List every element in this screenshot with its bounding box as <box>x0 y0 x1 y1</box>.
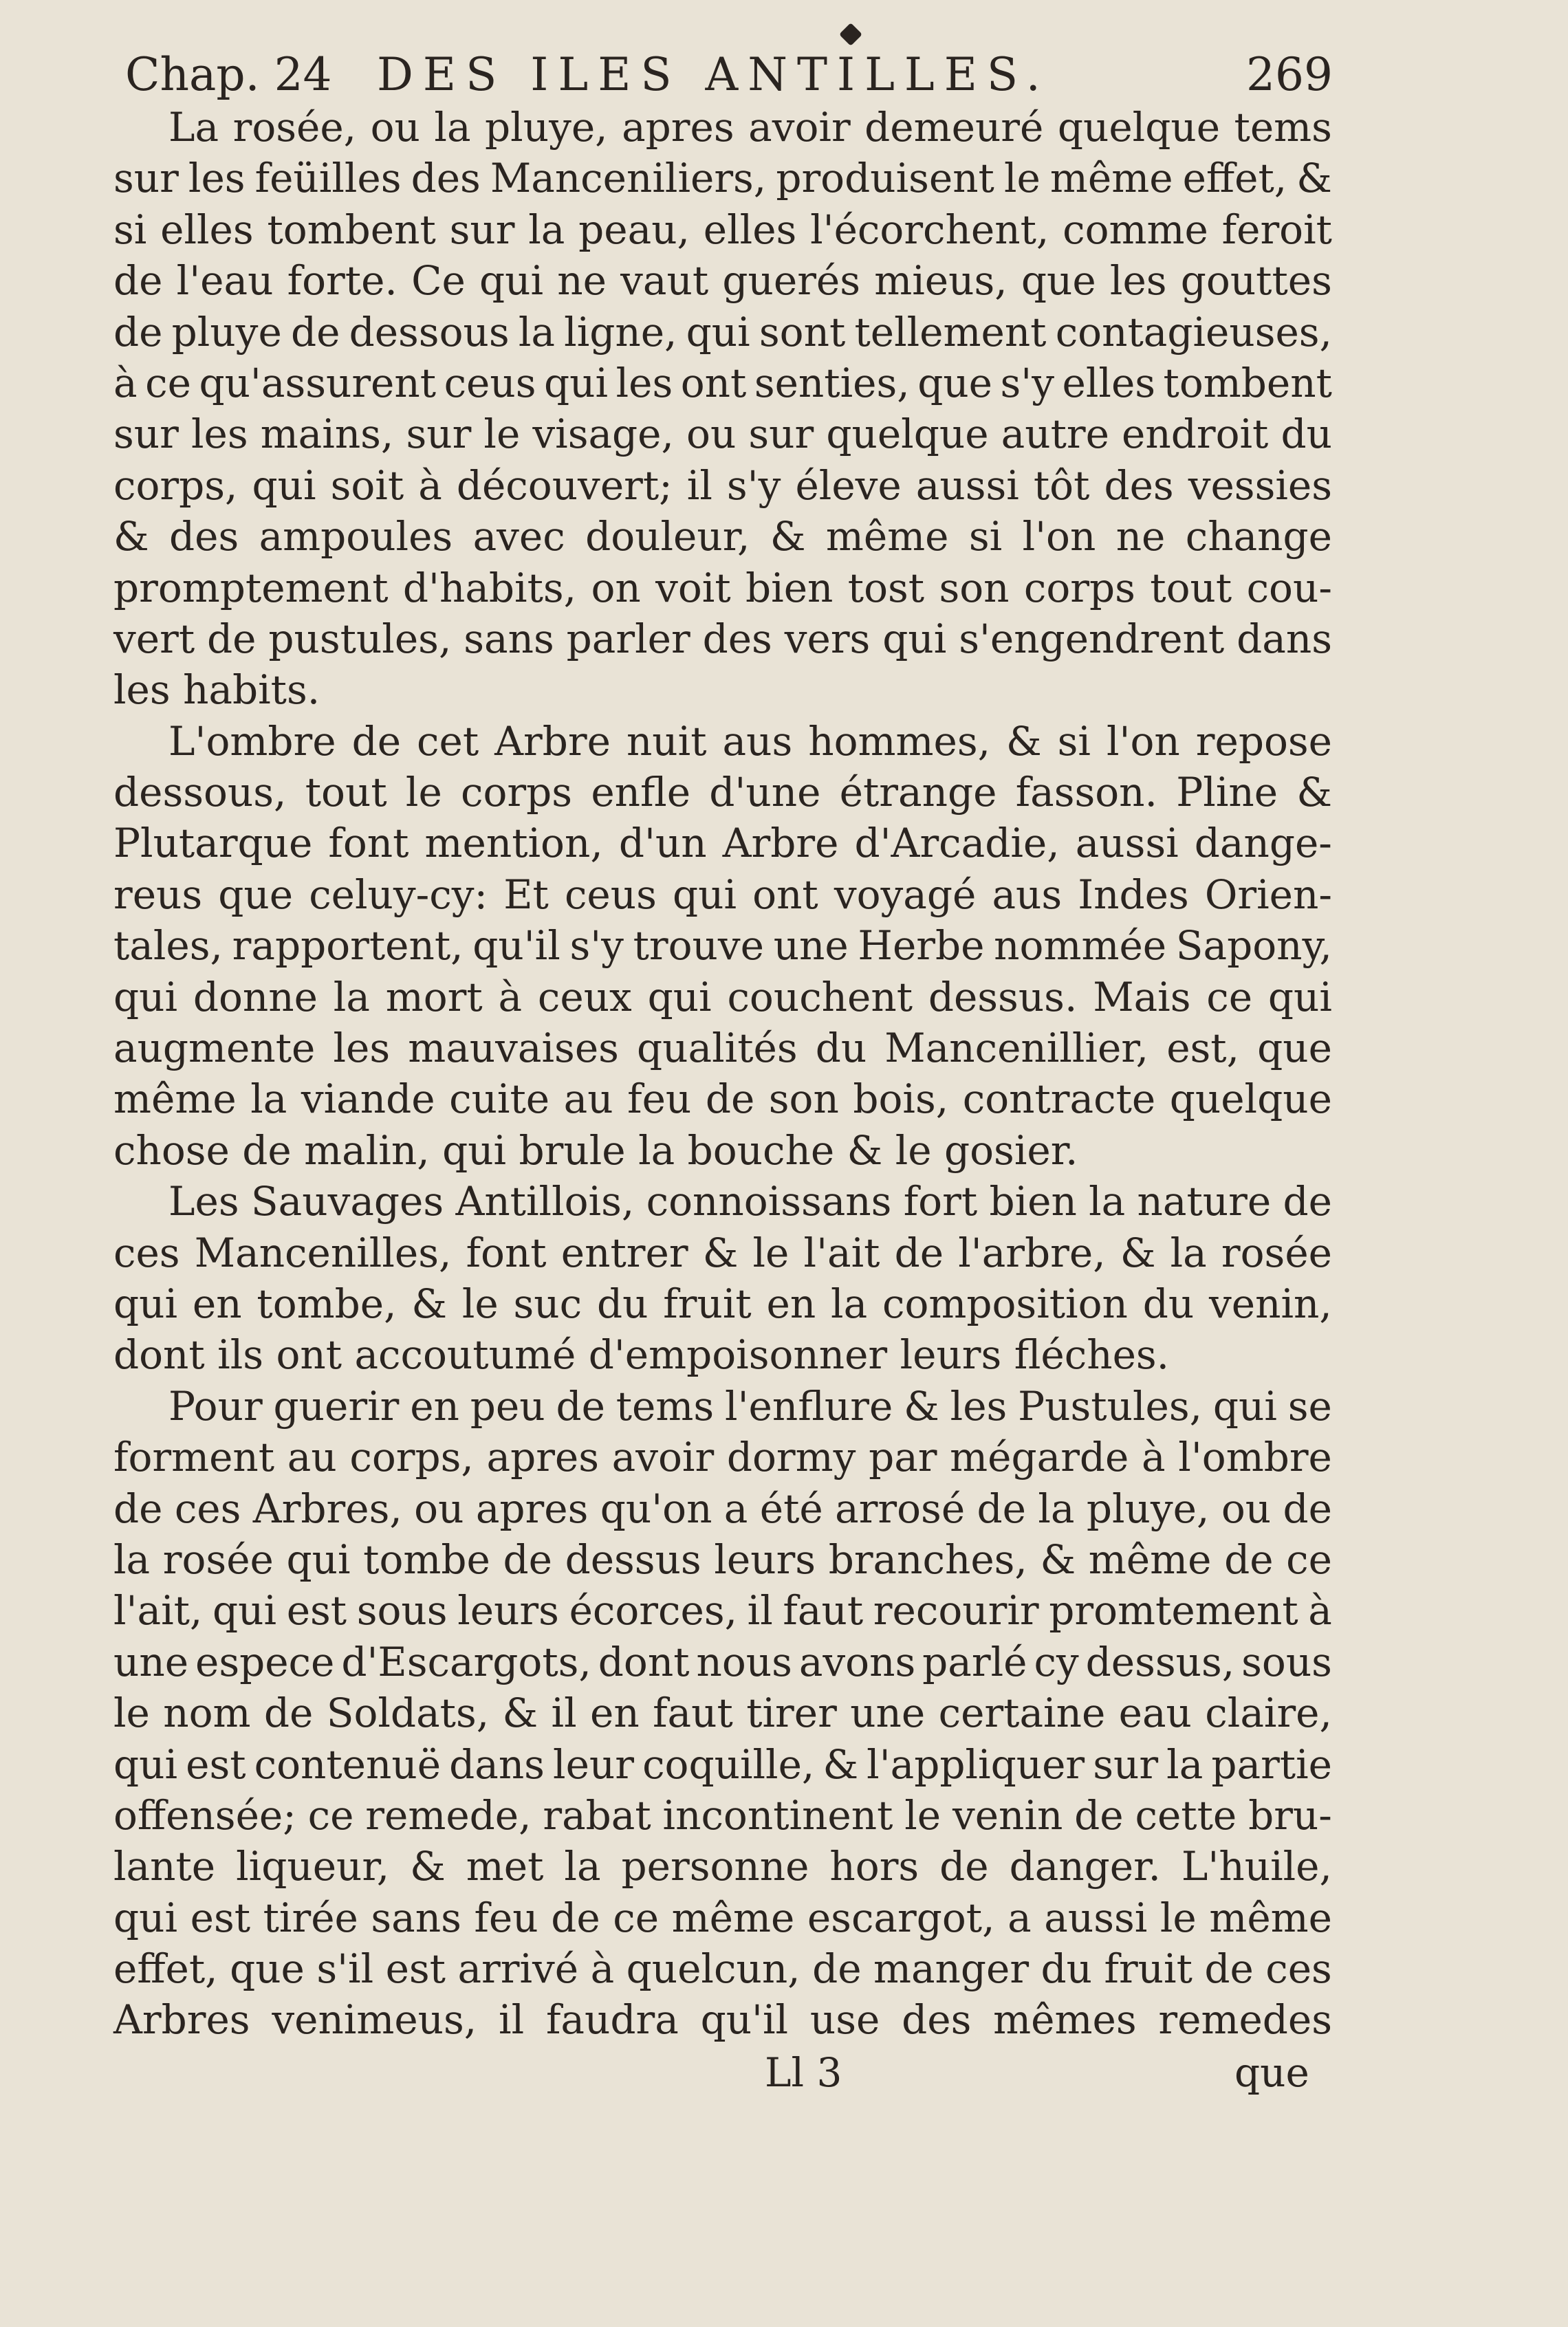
text-line: sur les mains, sur le visage, ou sur quelque autre endroit du <box>113 411 1332 458</box>
text-line: si elles tombent sur la peau, elles l'écorchent, comme feroit <box>113 206 1332 253</box>
text-line: Plutarque font mention, d'un Arbre d'Arcadie, aussi dange- <box>113 820 1332 867</box>
text-line: qui est contenuë dans leur coquille, & l'appliquer sur la partie <box>113 1740 1332 1788</box>
text-line: offensée; ce remede, rabat incontinent le venin de cette bru- <box>113 1791 1332 1839</box>
text-line: qui donne la mort à ceux qui couchent dessus. Mais ce qui <box>113 973 1332 1020</box>
running-title: DES ILES ANTILLES. <box>377 48 1050 101</box>
text-line: la rosée qui tombe de dessus leurs branches, & même de ce <box>113 1536 1332 1583</box>
text-line: chose de malin, qui brule la bouche & le gosier. <box>113 1126 1078 1174</box>
text-line: à ce qu'assurent ceus qui les ont senties, que s'y elles tombent <box>113 359 1332 406</box>
text-line: forment au corps, apres avoir dormy par mégarde à l'ombre <box>113 1434 1332 1481</box>
text-line: corps, qui soit à découvert; il s'y éleve aussi tôt des vessies <box>113 461 1332 509</box>
text-line: le nom de Soldats, & il en faut tirer une certaine eau claire, <box>113 1690 1332 1737</box>
catchword: que <box>1234 2049 1309 2096</box>
text-line: une espece d'Escargots, dont nous avons parlé cy dessus, sous <box>113 1638 1332 1685</box>
text-line: de ces Arbres, ou apres qu'on a été arrosé de la pluye, ou de <box>113 1485 1332 1532</box>
text-line: effet, que s'il est arrivé à quelcun, de manger du fruit de ces <box>113 1945 1332 1993</box>
signature-mark: Ll 3 <box>765 2049 842 2096</box>
text-line: de l'eau forte. Ce qui ne vaut guerés mieus, que les gouttes <box>113 257 1332 305</box>
text-line: les habits. <box>113 666 320 714</box>
text-line: Pour guerir en peu de tems l'enflure & les Pustules, qui se <box>168 1382 1332 1430</box>
chapter-label: Chap. 24 <box>125 48 332 101</box>
text-line: qui est tirée sans feu de ce même escargot, a aussi le même <box>113 1894 1332 1941</box>
text-line: La rosée, ou la pluye, apres avoir demeuré quelque tems <box>168 104 1332 151</box>
body-text <box>113 102 1332 2046</box>
text-line: qui en tombe, & le suc du fruit en la composition du venin, <box>113 1280 1332 1327</box>
text-line: ces Mancenilles, font entrer & le l'ait de l'arbre, & la rosée <box>113 1229 1332 1276</box>
text-line: L'ombre de cet Arbre nuit aus hommes, & si l'on repose <box>168 717 1332 765</box>
text-line: lante liqueur, & met la personne hors de danger. L'huile, <box>113 1843 1332 1890</box>
text-line: dessous, tout le corps enfle d'une étrange fasson. Pline & <box>113 769 1332 816</box>
text-line: sur les feüilles des Manceniliers, produisent le même effet, & <box>113 155 1332 202</box>
text-line: dont ils ont accoutumé d'empoisonner leurs fléches. <box>113 1331 1170 1379</box>
text-line: de pluye de dessous la ligne, qui sont tellement contagieuses, <box>113 308 1332 356</box>
text-line: Arbres venimeus, il faudra qu'il use des mêmes remedes <box>113 1996 1332 2044</box>
text-line: reus que celuy-cy: Et ceus qui ont voyagé aus Indes Orien- <box>113 871 1332 918</box>
text-line: vert de pustules, sans parler des vers qui s'engendrent dans <box>113 615 1332 662</box>
text-line: augmente les mauvaises qualités du Mancenillier, est, que <box>113 1025 1332 1072</box>
fleuron-ornament-icon <box>839 23 862 46</box>
running-head <box>116 44 1333 106</box>
text-line: l'ait, qui est sous leurs écorces, il faut recourir promtement à <box>113 1587 1332 1635</box>
text-line: promptement d'habits, on voit bien tost son corps tout cou- <box>113 564 1332 611</box>
text-line: tales, rapportent, qu'il s'y trouve une Herbe nommée Sapony, <box>113 922 1332 970</box>
text-line: même la viande cuite au feu de son bois, contracte quelque <box>113 1075 1332 1123</box>
text-line: & des ampoules avec douleur, & même si l'on ne change <box>113 513 1332 560</box>
text-line: Les Sauvages Antillois, connoissans fort bien la nature de <box>168 1178 1332 1225</box>
page-number: 269 <box>1246 48 1333 101</box>
